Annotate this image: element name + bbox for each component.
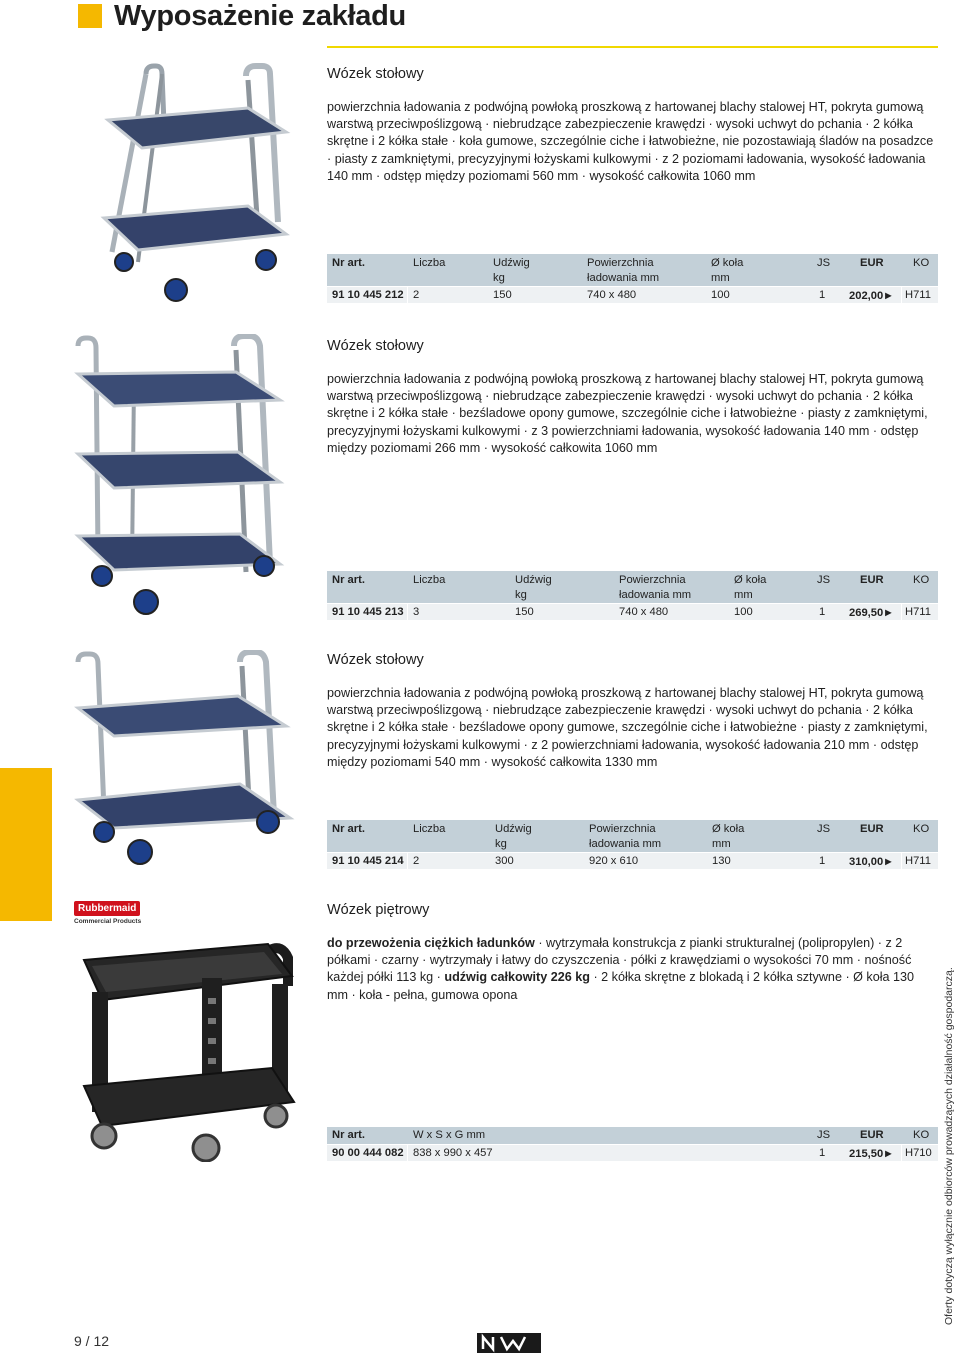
product-title: Wózek piętrowy [327, 902, 430, 918]
col-code: KO [913, 574, 930, 586]
table-header [327, 820, 938, 852]
header-divider [327, 46, 938, 48]
table-row [327, 852, 938, 869]
price-value [849, 288, 891, 304]
unit-value: 1 [819, 1147, 826, 1159]
table-row [327, 1144, 938, 1161]
unit-value: 1 [819, 855, 826, 867]
product-section-1 [327, 66, 938, 185]
trolley-2-tier-image [98, 62, 298, 304]
col-article-no: Nr art. [332, 574, 365, 586]
product-section-4 [327, 902, 938, 1004]
brand-logo-text: Rubbermaid [74, 901, 140, 916]
col-article-no: Nr art. [332, 1129, 365, 1141]
wheel-value: 100 [711, 289, 730, 301]
product-section-3 [327, 652, 938, 771]
product-description: powierzchnia ładowania z podwójną powłoką proszkową z hartowanej blachy stalowej HT, pokryta gumową warstwą przeciwpoślizgową · niebrudzące zabezpieczenie krawędzi · wysoki uchwyt do pchania · 2 kółka skrętne i 2 kółka stałe · bezśladowe opony gumowe, szczególnie ciche i łatwobieżne · piasty z zamkniętymi, precyzyjnymi łożyskami kulkowymi · z 2 powierzchniami ładowania, wysokość ładowania 210 mm · odstęp między poziomami 540 mm · wysokość całkowita 1330 mm [327, 686, 928, 769]
price-text: 269,50 [849, 607, 884, 619]
col-code: KO [913, 1129, 930, 1141]
table-header [327, 571, 938, 603]
col-wheel-dia: Ø koła mm [711, 257, 744, 284]
quantity-value: 3 [413, 606, 420, 618]
brand-subtitle: Commercial Products [74, 918, 142, 925]
code-value: H711 [905, 855, 931, 867]
col-surface: Powierzchnia ładowania mm [589, 823, 662, 850]
page-title: Wyposażenie zakładu [114, 0, 406, 32]
col-capacity: Udźwig kg [493, 257, 530, 284]
article-number: 91 10 445 214 [332, 855, 404, 867]
side-disclaimer: Oferty dotyczą wyłącznie odbiorców prowadzących działalność gospodarczą. [943, 967, 955, 1325]
capacity-value: 150 [493, 289, 512, 301]
col-capacity: Udźwig kg [495, 823, 532, 850]
wheel-value: 100 [734, 606, 753, 618]
product-description: powierzchnia ładowania z podwójną powłoką proszkową z hartowanej blachy stalowej HT, pokryta gumową warstwą przeciwpoślizgową · niebrudzące zabezpieczenie krawędzi · wysoki uchwyt do pchania · 2 kółka skrętne i 2 kółka stałe · koła gumowe, szczególnie ciche i łatwobieżne, nie pozostawiają śladów na posadzce · piasty z zamkniętymi, precyzyjnymi łożyskami kulkowymi · z 2 poziomami ładowania, wysokość ładowania 140 mm · odstęp między poziomami 560 mm · wysokość całkowita 1060 mm [327, 100, 934, 183]
col-unit: JS [817, 823, 831, 835]
arrow-right-icon: ▶ [885, 857, 892, 866]
code-value: H711 [905, 606, 931, 618]
unit-value: 1 [819, 606, 826, 618]
col-quantity: Liczba [413, 574, 446, 586]
col-price: EUR [860, 823, 884, 835]
article-number: 90 00 444 082 [332, 1147, 404, 1159]
product-title: Wózek stołowy [327, 338, 424, 354]
col-capacity: Udźwig kg [515, 574, 552, 601]
spec-table-1 [327, 254, 938, 303]
col-unit: JS [817, 574, 831, 586]
col-dimensions: W x S x G mm [413, 1129, 486, 1141]
article-number: 91 10 445 212 [332, 289, 404, 301]
arrow-right-icon: ▶ [885, 1149, 892, 1158]
col-unit: JS [817, 257, 831, 269]
dimensions-value: 838 x 990 x 457 [413, 1147, 493, 1159]
quantity-value: 2 [413, 289, 420, 301]
surface-value: 920 x 610 [589, 855, 639, 867]
col-article-no: Nr art. [332, 823, 365, 835]
nw-logo-icon [477, 1333, 541, 1353]
product-title: Wózek stołowy [327, 652, 424, 668]
utility-cart-image [78, 936, 302, 1162]
price-value [849, 605, 891, 621]
table-header [327, 254, 938, 286]
trolley-3-tier-image [74, 334, 298, 620]
surface-value: 740 x 480 [587, 289, 637, 301]
header-accent-square [78, 4, 102, 28]
col-code: KO [913, 823, 930, 835]
col-price: EUR [860, 1129, 884, 1141]
product-title: Wózek stołowy [327, 66, 424, 82]
product-section-2 [327, 338, 938, 457]
rubbermaid-logo [74, 898, 141, 925]
capacity-value: 300 [495, 855, 514, 867]
price-value [849, 1146, 891, 1162]
arrow-right-icon: ▶ [885, 291, 892, 300]
spec-table-2 [327, 571, 938, 620]
col-quantity: Liczba [413, 257, 446, 269]
col-price: EUR [860, 574, 884, 586]
surface-value: 740 x 480 [619, 606, 669, 618]
desc-mid: · wytrzymała konstrukcja z pianki strukturalnej (polipropylen) · z 2 półkami · czarny · wytrzymały i łatwy do czyszczenia · półki z krawędziami o wysokości 70 mm · nośność każdej półki 113 kg · [327, 936, 912, 985]
page-number: 9 / 12 [74, 1333, 110, 1349]
col-price: EUR [860, 257, 884, 269]
price-text: 202,00 [849, 290, 884, 302]
col-surface: Powierzchnia ładowania mm [587, 257, 660, 284]
price-value [849, 854, 891, 870]
price-text: 310,00 [849, 856, 884, 868]
code-value: H711 [905, 289, 931, 301]
trolley-2-tier-large-image [74, 650, 298, 868]
col-article-no: Nr art. [332, 257, 365, 269]
spec-table-4 [327, 1127, 938, 1161]
col-quantity: Liczba [413, 823, 446, 835]
table-row [327, 603, 938, 620]
col-wheel-dia: Ø koła mm [734, 574, 767, 601]
quantity-value: 2 [413, 855, 420, 867]
spec-table-3 [327, 820, 938, 869]
code-value: H710 [905, 1147, 932, 1159]
product-description: powierzchnia ładowania z podwójną powłoką proszkową z hartowanej blachy stalowej HT, pokryta gumową warstwą przeciwpoślizgową · niebrudzące zabezpieczenie krawędzi · wysoki uchwyt do pchania · 2 kółka skrętne i 2 kółka stałe · bezśladowe opony gumowe, szczególnie ciche i łatwobieżne · piasty z zamkniętymi, precyzyjnymi łożyskami kulkowymi · z 3 powierzchniami ładowania, wysokość ładowania 140 mm · odstęp między poziomami 266 mm · wysokość całkowita 1060 mm [327, 372, 928, 455]
unit-value: 1 [819, 289, 826, 301]
capacity-value: 150 [515, 606, 534, 618]
col-wheel-dia: Ø koła mm [712, 823, 745, 850]
table-header [327, 1127, 938, 1144]
wheel-value: 130 [712, 855, 731, 867]
product-description [327, 935, 938, 1004]
price-text: 215,50 [849, 1148, 884, 1160]
col-code: KO [913, 257, 930, 269]
col-surface: Powierzchnia ładowania mm [619, 574, 692, 601]
desc-lead: do przewożenia ciężkich ładunków [327, 936, 535, 950]
desc-capacity: udźwig całkowity 226 kg [444, 970, 590, 985]
side-tab-marker [0, 768, 52, 921]
col-unit: JS [817, 1129, 831, 1141]
desc-tail: · 2 kółka skrętne z blokadą i 2 kółka sztywne · Ø koła 130 mm · koła - pełna, gumowa opona [327, 970, 915, 1002]
article-number: 91 10 445 213 [332, 606, 404, 618]
arrow-right-icon: ▶ [885, 608, 892, 617]
table-row [327, 286, 938, 303]
footer-logo [477, 1333, 541, 1358]
